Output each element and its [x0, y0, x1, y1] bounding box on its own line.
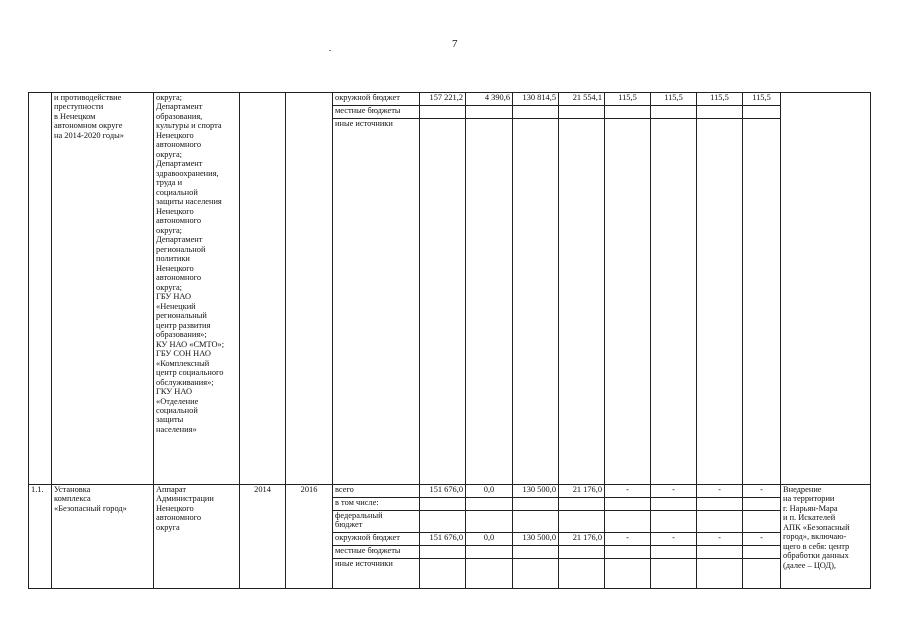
- value-2014-cell: 0,0: [466, 485, 513, 498]
- value-2019-cell: -: [697, 485, 743, 498]
- value-2015-cell: 130 500,0: [513, 533, 559, 546]
- table-row: [29, 93, 871, 106]
- value-2014-cell: 0,0: [466, 533, 513, 546]
- value-2018-cell: -: [651, 533, 697, 546]
- source-cell: всего: [333, 485, 420, 498]
- value-2017-cell: 115,5: [605, 93, 651, 106]
- program-executor-cell: округа; Департамент образования, культуры и спорта Ненецкого автономного округа; Департамент здравоохранения, труда и социальной защиты населения Ненецкого автономного округа; Департамент региональной политики Ненецкого автономного округа; ГБУ НАО «Ненецкий региональный центр развития образования»; КУ НАО «СМТО»; ГБУ СОН НАО «Комплексный центр социального обслуживания»; ГКУ НАО «Отделение социальной защиты населения»: [154, 93, 240, 485]
- item-end-year-cell: 2016: [286, 485, 333, 589]
- value-2016-cell: 21 554,1: [559, 93, 605, 106]
- source-cell: окружной бюджет: [333, 93, 420, 106]
- value-2014-cell: 4 390,6: [466, 93, 513, 106]
- page-number: 7: [452, 38, 458, 50]
- value-2020-cell: -: [743, 485, 781, 498]
- source-cell: иные источники: [333, 119, 420, 485]
- value-2015-cell: 130 500,0: [513, 485, 559, 498]
- source-cell: местные бюджеты: [333, 546, 420, 559]
- value-2019-cell: 115,5: [697, 93, 743, 106]
- value-2018-cell: 115,5: [651, 93, 697, 106]
- source-cell: иные источники: [333, 559, 420, 589]
- value-2016-cell: 21 176,0: [559, 533, 605, 546]
- value-2016-cell: 21 176,0: [559, 485, 605, 498]
- number-cell: [29, 93, 52, 485]
- value-2017-cell: -: [605, 485, 651, 498]
- source-cell: федеральный бюджет: [333, 511, 420, 533]
- result-cell: [781, 93, 871, 485]
- item-number-cell: 1.1.: [29, 485, 52, 589]
- item-result-cell: Внедрение на территории г. Нарьян-Мара и п. Искателей АПК «Безопасный город», включаю- щего в себя: центр обработки данных (далее – ЦОД),: [781, 485, 871, 589]
- total-cell: 151 676,0: [420, 533, 466, 546]
- source-cell: окружной бюджет: [333, 533, 420, 546]
- source-cell: местные бюджеты: [333, 106, 420, 119]
- end-year-cell: [286, 93, 333, 485]
- total-cell: 151 676,0: [420, 485, 466, 498]
- value-2020-cell: 115,5: [743, 93, 781, 106]
- value-2017-cell: -: [605, 533, 651, 546]
- value-2015-cell: 130 814,5: [513, 93, 559, 106]
- start-year-cell: [240, 93, 286, 485]
- item-executor-cell: Аппарат Администрации Ненецкого автономного округа: [154, 485, 240, 589]
- value-2018-cell: -: [651, 485, 697, 498]
- program-name-cell: и противодействие преступности в Ненецком автономном округе на 2014-2020 годы»: [52, 93, 154, 485]
- source-cell: в том числе:: [333, 498, 420, 511]
- table-row: [29, 485, 871, 498]
- value-2019-cell: -: [697, 533, 743, 546]
- value-2020-cell: -: [743, 533, 781, 546]
- funding-table: [28, 92, 871, 589]
- scan-speck: [329, 50, 331, 51]
- item-name-cell: Установка комплекса «Безопасный город»: [52, 485, 154, 589]
- total-cell: 157 221,2: [420, 93, 466, 106]
- item-start-year-cell: 2014: [240, 485, 286, 589]
